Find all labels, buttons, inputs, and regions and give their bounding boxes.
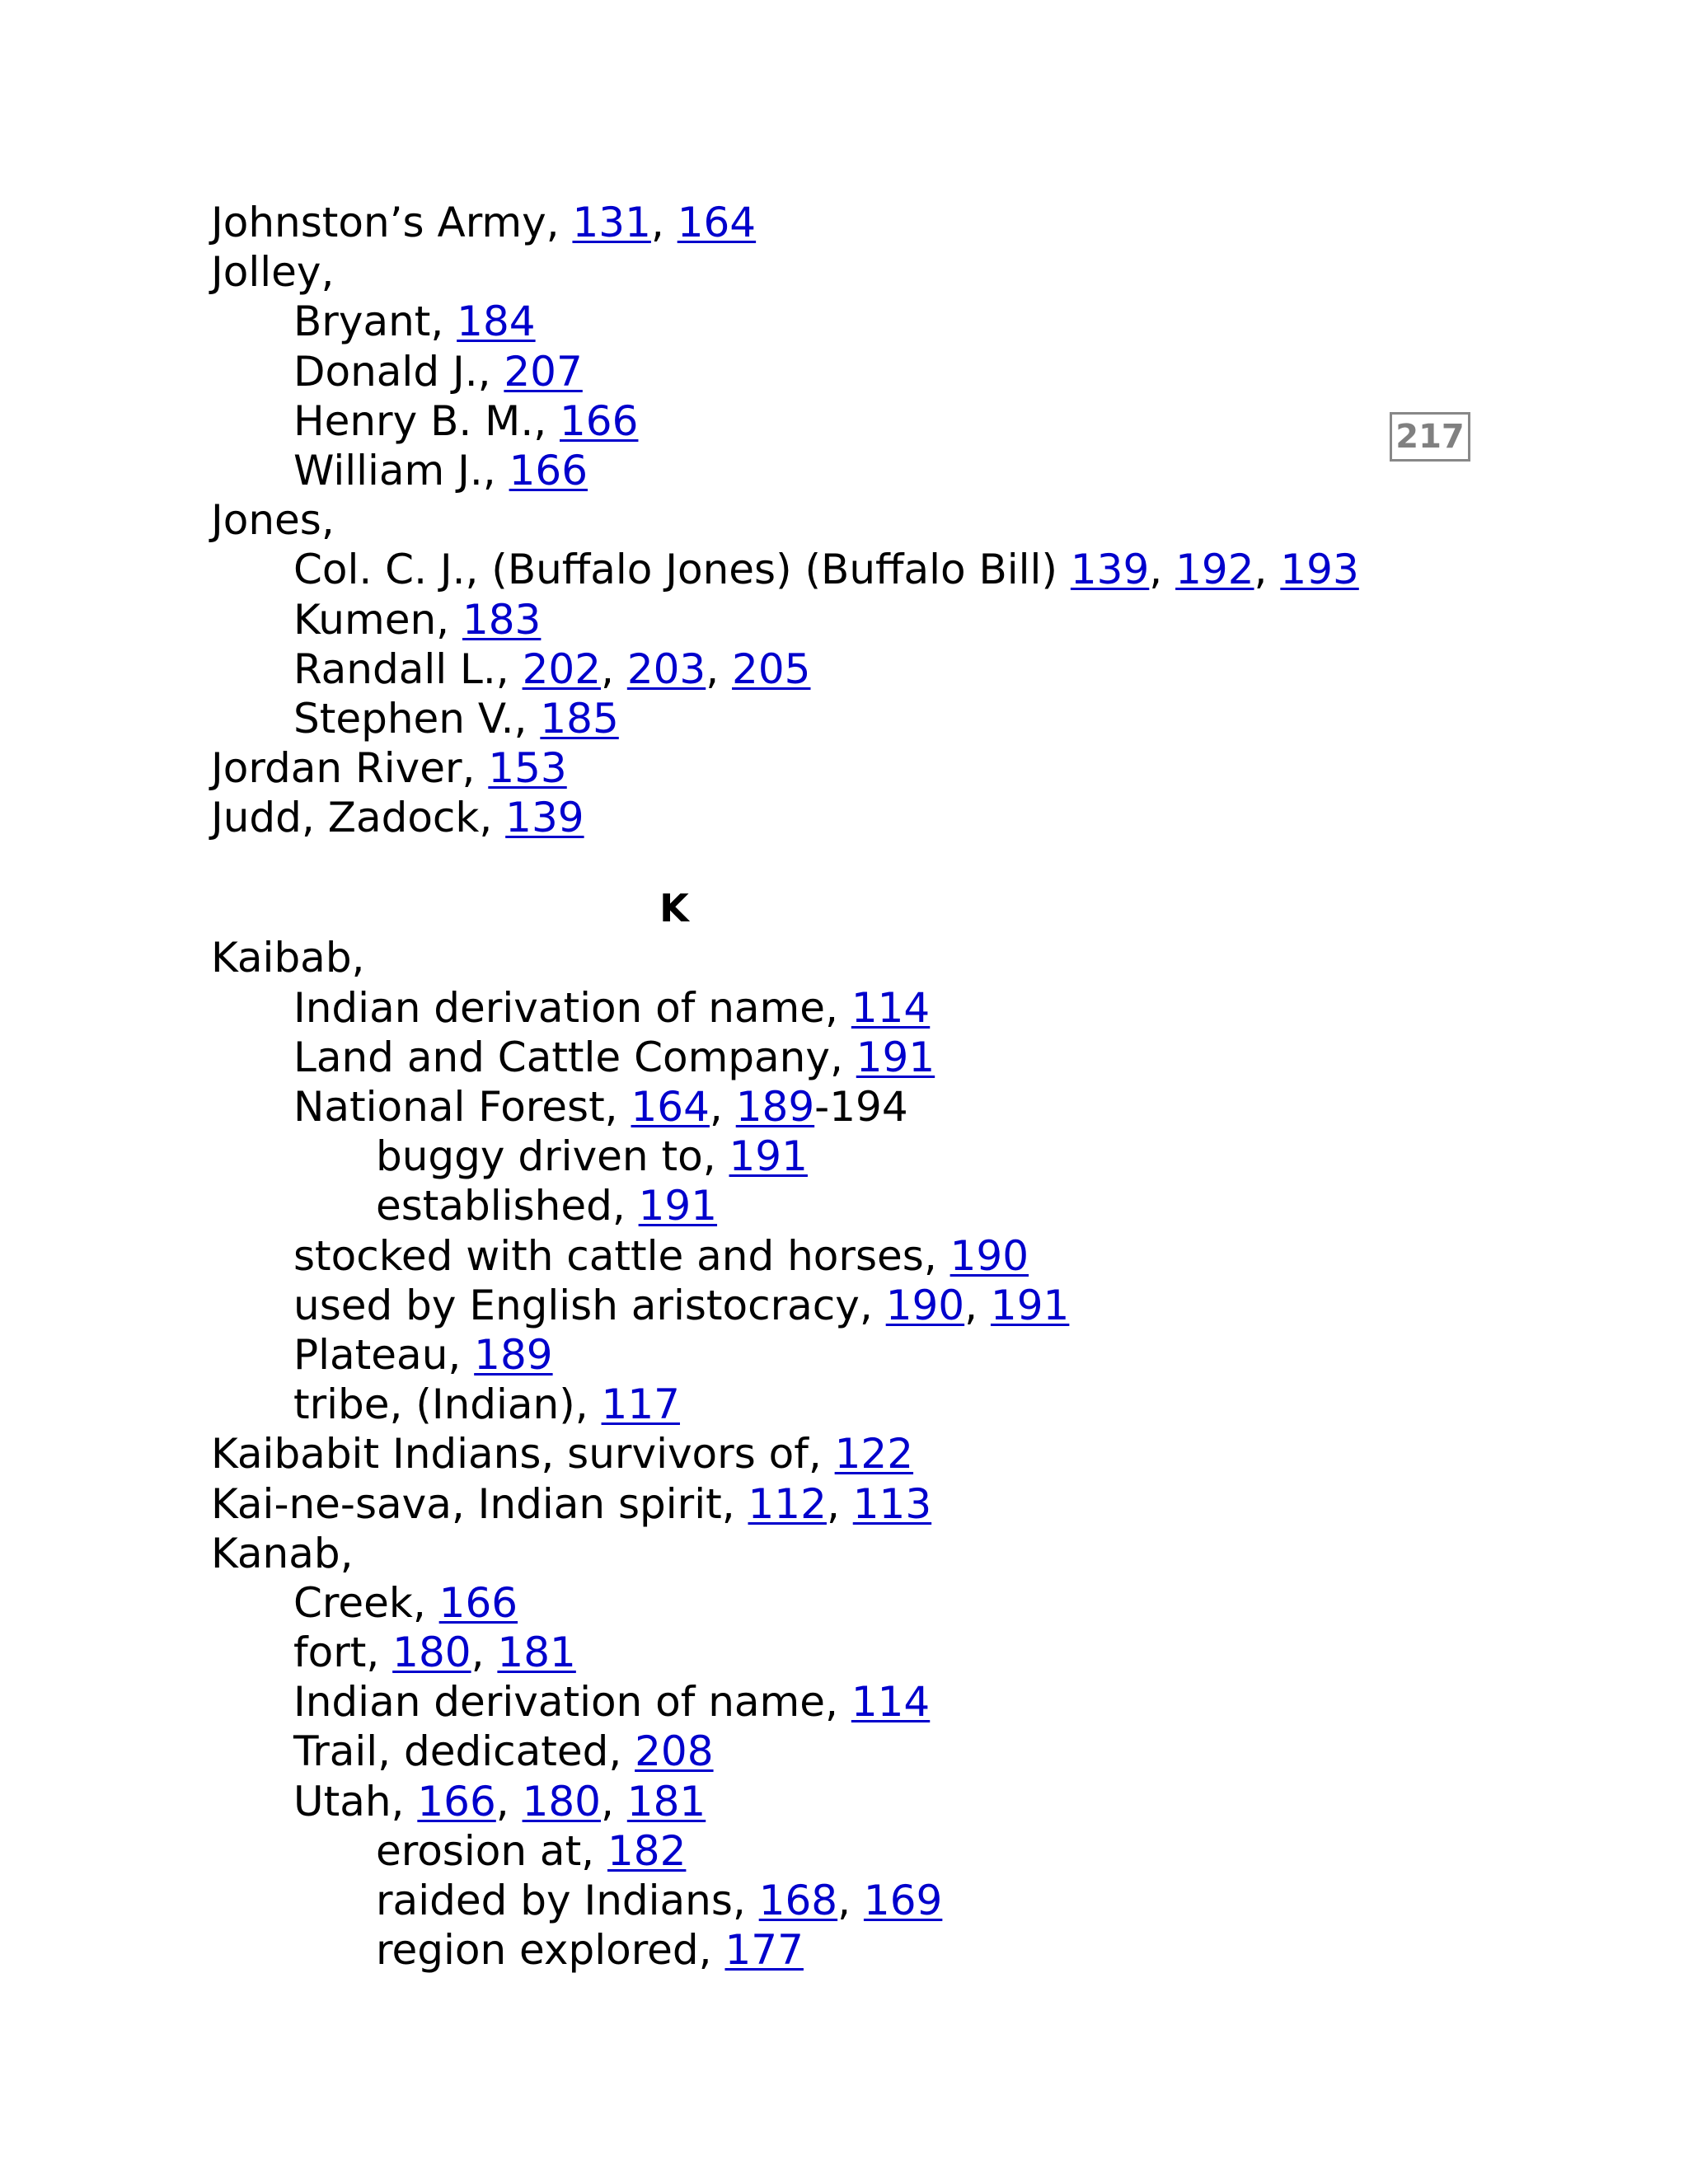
page-link[interactable]: 208 — [635, 1727, 714, 1776]
entry-text: established, — [376, 1182, 639, 1230]
index-entry — [211, 247, 1447, 297]
entry-text: Kanab, — [211, 1529, 354, 1577]
page-link[interactable]: 189 — [735, 1083, 815, 1131]
entry-text: Creek, — [293, 1578, 439, 1627]
index-entry — [211, 1925, 1447, 1975]
page-link[interactable]: 181 — [497, 1629, 576, 1677]
entry-text: Randall L., — [293, 644, 523, 693]
index-entry — [211, 1479, 1447, 1529]
index-entry — [211, 1429, 1447, 1479]
page-link[interactable]: 112 — [748, 1479, 827, 1528]
entry-text: Kumen, — [293, 595, 462, 644]
page-link[interactable]: 207 — [504, 347, 583, 396]
section-spacer — [211, 842, 1447, 883]
page-link[interactable]: 191 — [729, 1132, 808, 1181]
page-link[interactable]: 122 — [834, 1430, 914, 1479]
index-entry — [211, 1677, 1447, 1727]
index-entry — [211, 1578, 1447, 1628]
index-entry — [211, 198, 1447, 247]
entry-text: Jordan River, — [211, 744, 489, 793]
page-link[interactable]: 168 — [758, 1877, 838, 1924]
page-link[interactable]: 184 — [457, 298, 536, 346]
page-link[interactable]: 153 — [488, 744, 567, 793]
page-link[interactable]: 190 — [950, 1231, 1029, 1280]
index-entry — [211, 495, 1447, 545]
entry-text: erosion at, — [376, 1826, 607, 1875]
page-link[interactable]: 181 — [626, 1777, 706, 1825]
index-entry — [211, 1082, 1447, 1132]
index-entry — [211, 1132, 1447, 1181]
separator: -194 — [814, 1083, 908, 1131]
page-link[interactable]: 164 — [631, 1083, 710, 1131]
separator: , — [601, 1777, 627, 1825]
page-link[interactable]: 203 — [626, 644, 706, 693]
index-entry — [211, 644, 1447, 694]
index-entry — [211, 1777, 1447, 1826]
index-entry — [211, 1876, 1447, 1925]
page-link[interactable]: 189 — [474, 1330, 553, 1379]
separator: , — [1254, 546, 1281, 594]
page-link[interactable]: 139 — [1070, 546, 1150, 594]
index-entry — [211, 1181, 1447, 1230]
entry-text: Kaibabit Indians, survivors of, — [211, 1430, 835, 1479]
separator: , — [709, 1083, 736, 1131]
entry-text: Kaibab, — [211, 934, 365, 982]
page-link[interactable]: 177 — [724, 1926, 804, 1975]
index-entry — [211, 1826, 1447, 1876]
index-entry — [211, 595, 1447, 644]
page-link[interactable]: 131 — [572, 199, 651, 246]
index-entry — [211, 933, 1447, 982]
entry-text: Utah, — [293, 1777, 418, 1825]
entry-text: Trail, dedicated, — [293, 1727, 635, 1776]
page-link[interactable]: 191 — [990, 1281, 1070, 1329]
page-link[interactable]: 185 — [540, 694, 619, 743]
page-link[interactable]: 114 — [851, 983, 931, 1032]
page-link[interactable]: 169 — [863, 1877, 943, 1924]
entry-text: Land and Cattle Company, — [293, 1033, 856, 1081]
index-entry — [211, 1727, 1447, 1776]
index-entry — [211, 694, 1447, 743]
entry-text: fort, — [293, 1629, 393, 1677]
separator: , — [837, 1877, 864, 1924]
entry-text: Col. C. J., (Buffalo Jones) (Buffalo Bill) — [293, 546, 1071, 594]
index-entry — [211, 1033, 1447, 1082]
index-entry — [211, 446, 1447, 495]
page-link[interactable]: 190 — [885, 1281, 965, 1329]
entry-text: Judd, Zadock, — [211, 794, 506, 842]
separator: , — [650, 199, 678, 246]
index-list — [211, 198, 1447, 1975]
entry-text: National Forest, — [293, 1083, 631, 1131]
separator: , — [495, 1777, 523, 1825]
page-link[interactable]: 166 — [417, 1777, 496, 1825]
index-entry — [211, 1231, 1447, 1281]
entry-text: Plateau, — [293, 1330, 475, 1379]
page-link[interactable]: 180 — [392, 1629, 471, 1677]
index-entry — [211, 1330, 1447, 1380]
entry-text: William J., — [293, 446, 509, 494]
index-entry — [211, 793, 1447, 842]
entry-text: Indian derivation of name, — [293, 1678, 851, 1727]
separator: , — [471, 1629, 498, 1677]
separator: , — [601, 644, 627, 693]
entry-text: Johnston’s Army, — [211, 199, 573, 246]
page-link[interactable]: 191 — [856, 1033, 935, 1081]
page-link[interactable]: 114 — [851, 1678, 931, 1727]
page-link[interactable]: 202 — [522, 644, 602, 693]
page-link[interactable]: 166 — [509, 446, 588, 494]
page-link[interactable]: 166 — [560, 396, 639, 445]
page-link[interactable]: 164 — [677, 199, 757, 246]
page-link[interactable]: 139 — [505, 794, 584, 842]
index-entry — [211, 545, 1447, 594]
page-link[interactable]: 113 — [852, 1479, 932, 1528]
index-entry — [211, 1529, 1447, 1578]
index-entry — [211, 743, 1447, 793]
page-link[interactable]: 191 — [638, 1182, 718, 1230]
entry-text: region explored, — [376, 1926, 725, 1975]
entry-text: used by English aristocracy, — [293, 1281, 886, 1329]
page-link[interactable]: 182 — [607, 1826, 687, 1875]
entry-text: Jolley, — [211, 248, 335, 297]
entry-text: raided by Indians, — [376, 1877, 759, 1924]
separator: , — [826, 1479, 853, 1528]
separator: , — [1149, 546, 1176, 594]
section-heading: K — [659, 886, 689, 931]
page-link[interactable]: 193 — [1280, 546, 1359, 594]
page-link[interactable]: 192 — [1175, 546, 1254, 594]
index-entry — [211, 297, 1447, 346]
index-entry — [211, 1628, 1447, 1677]
index-entry — [211, 396, 1447, 446]
index-entry — [211, 983, 1447, 1033]
entry-text: Indian derivation of name, — [293, 983, 851, 1032]
index-entry — [211, 1380, 1447, 1429]
page-link[interactable]: 205 — [732, 644, 811, 693]
entry-text: Kai-ne-sava, Indian spirit, — [211, 1479, 748, 1528]
index-entry — [211, 347, 1447, 396]
page-link[interactable]: 117 — [601, 1380, 680, 1429]
separator: , — [706, 644, 733, 693]
separator: , — [964, 1281, 991, 1329]
page-link[interactable]: 180 — [522, 1777, 601, 1825]
entry-text: Stephen V., — [293, 694, 541, 743]
page-link[interactable]: 166 — [438, 1578, 518, 1627]
entry-text: Bryant, — [293, 298, 457, 346]
entry-text: tribe, (Indian), — [293, 1380, 602, 1429]
page-number-badge: 217 — [1390, 412, 1470, 462]
entry-text: Jones, — [211, 496, 335, 545]
entry-text: stocked with cattle and horses, — [293, 1231, 950, 1280]
index-entry — [211, 1281, 1447, 1330]
page-link[interactable]: 183 — [462, 595, 542, 644]
entry-text: buggy driven to, — [376, 1132, 729, 1181]
entry-text: Donald J., — [293, 347, 504, 396]
entry-text: Henry B. M., — [293, 396, 560, 445]
